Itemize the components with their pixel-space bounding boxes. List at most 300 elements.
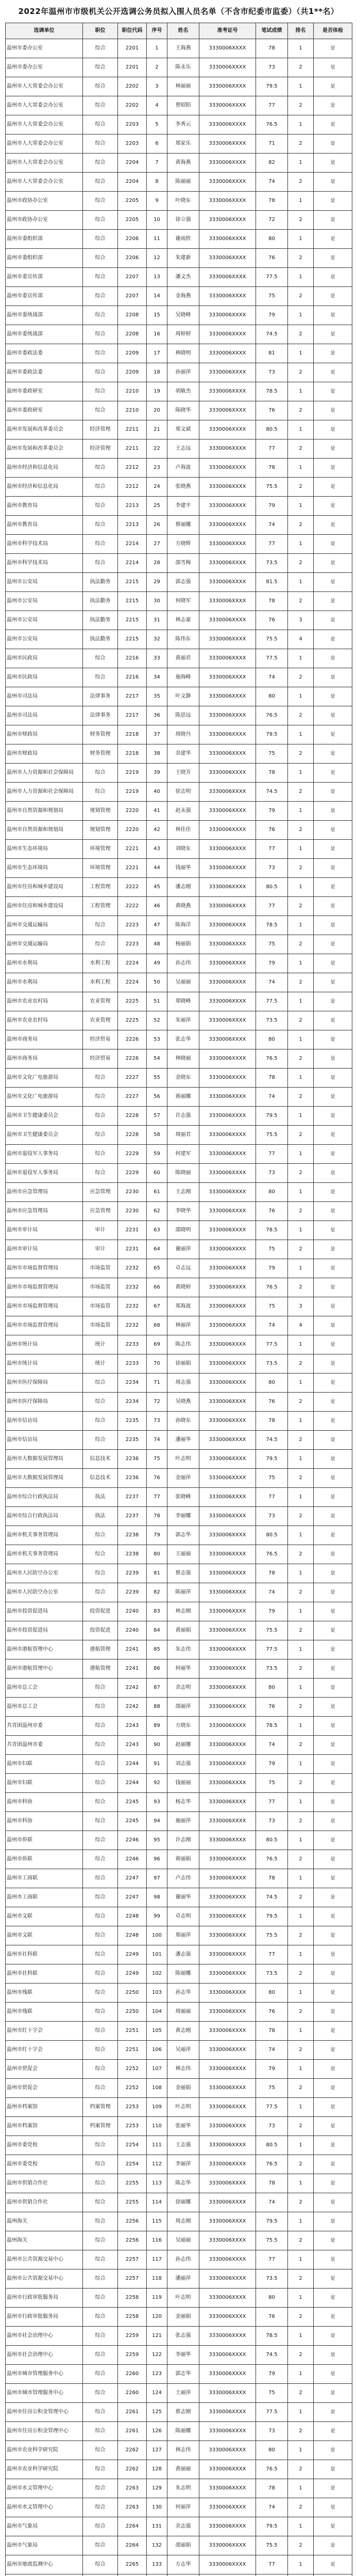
position-cell: 综合	[83, 1850, 118, 1869]
seq-cell: 31	[147, 611, 167, 630]
exam-id-cell: 3330006XXXX	[199, 439, 256, 459]
position-code-cell: 2218	[118, 744, 147, 764]
seq-cell: 33	[147, 649, 167, 668]
position-code-cell: 2233	[118, 1354, 147, 1374]
unit-cell: 温州市文联	[6, 1926, 83, 1945]
score-cell: 80	[256, 1679, 288, 1698]
unit-cell: 温州市供销合作社	[6, 2193, 83, 2212]
position-cell: 综合	[83, 58, 118, 77]
exam-id-cell: 3330006XXXX	[199, 1221, 256, 1240]
table-row	[6, 2022, 352, 2041]
physical-exam-cell: 是	[314, 1183, 352, 1202]
position-cell: 综合	[83, 497, 118, 516]
rank-cell: 1	[288, 764, 314, 783]
name-cell: 金晓东	[167, 1069, 199, 1088]
position-cell: 综合	[83, 2441, 118, 2460]
unit-cell: 温州市机关事务管理局	[6, 1526, 83, 1545]
rank-cell: 1	[288, 649, 314, 668]
position-code-cell: 2257	[118, 2269, 147, 2289]
seq-cell: 10	[147, 211, 167, 230]
unit-cell: 温州市行政审批服务局	[6, 2289, 83, 2308]
position-code-cell: 2227	[118, 1069, 147, 1088]
rank-cell: 1	[288, 1335, 314, 1354]
position-cell: 综合	[83, 1755, 118, 1774]
table-row	[6, 897, 352, 916]
physical-exam-cell: 是	[314, 954, 352, 973]
table-row	[6, 325, 352, 344]
exam-id-cell: 3330006XXXX	[199, 2079, 256, 2098]
unit-cell: 温州市水文管理中心	[6, 2479, 83, 2498]
position-cell: 综合	[83, 2346, 118, 2365]
score-cell: 79.5	[256, 2212, 288, 2231]
seq-cell: 119	[147, 2289, 167, 2308]
physical-exam-cell: 是	[314, 2308, 352, 2327]
position-code-cell: 2247	[118, 1888, 147, 1907]
score-cell: 77.5	[256, 268, 288, 287]
table-row	[6, 1088, 352, 1107]
position-code-cell: 2251	[118, 2022, 147, 2041]
exam-id-cell: 3330006XXXX	[199, 1354, 256, 1374]
unit-cell: 温州市生态环境局	[6, 859, 83, 878]
score-cell: 77	[256, 1945, 288, 1964]
table-row	[6, 1431, 352, 1450]
score-cell: 77.5	[256, 649, 288, 668]
name-cell: 潘丽萍	[167, 2269, 199, 2289]
exam-id-cell: 3330006XXXX	[199, 1069, 256, 1088]
name-cell: 王丽萍	[167, 2384, 199, 2403]
seq-cell: 43	[147, 840, 167, 859]
position-code-cell: 2255	[118, 2174, 147, 2193]
exam-id-cell: 3330006XXXX	[199, 478, 256, 497]
physical-exam-cell: 是	[314, 1259, 352, 1278]
position-code-cell: 2259	[118, 2346, 147, 2365]
seq-cell: 49	[147, 954, 167, 973]
position-cell: 综合	[83, 1126, 118, 1145]
position-code-cell: 2243	[118, 1717, 147, 1736]
name-cell: 潘文杰	[167, 268, 199, 287]
score-cell: 79.5	[256, 1907, 288, 1926]
name-cell: 吴晓峰	[167, 306, 199, 325]
position-cell: 综合	[83, 249, 118, 268]
position-cell: 综合	[83, 344, 118, 363]
unit-cell: 温州市文化广电旅游局	[6, 1088, 83, 1107]
physical-exam-cell: 是	[314, 77, 352, 96]
seq-cell: 90	[147, 1736, 167, 1755]
table-row	[6, 439, 352, 459]
exam-id-cell: 3330006XXXX	[199, 1659, 256, 1679]
rank-cell: 2	[288, 668, 314, 687]
position-cell: 环境管理	[83, 859, 118, 878]
physical-exam-cell: 是	[314, 1088, 352, 1107]
table-row	[6, 134, 352, 154]
rank-cell: 2	[288, 1888, 314, 1907]
score-cell: 75.5	[256, 478, 288, 497]
unit-cell: 温州市住房公积金管理中心	[6, 2422, 83, 2441]
table-row	[6, 1774, 352, 1793]
table-row	[6, 1202, 352, 1221]
name-cell: 吴晓燕	[167, 1393, 199, 1412]
score-cell: 75	[256, 744, 288, 764]
physical-exam-cell: 是	[314, 764, 352, 783]
score-cell: 80	[256, 1183, 288, 1202]
position-cell: 综合	[83, 1679, 118, 1698]
table-row	[6, 2041, 352, 2060]
seq-cell: 8	[147, 173, 167, 192]
table-row	[6, 1469, 352, 1488]
physical-exam-cell: 是	[314, 58, 352, 77]
exam-id-cell: 3330006XXXX	[199, 802, 256, 821]
unit-cell: 温州市公安局	[6, 573, 83, 592]
position-cell: 综合	[83, 2174, 118, 2193]
position-cell: 综合	[83, 2060, 118, 2079]
table-row	[6, 973, 352, 992]
position-code-cell: 2221	[118, 859, 147, 878]
position-cell: 市场监管	[83, 1259, 118, 1278]
exam-id-cell: 3330006XXXX	[199, 249, 256, 268]
score-cell: 80	[256, 2441, 288, 2460]
position-cell: 综合	[83, 1107, 118, 1126]
rank-cell: 2	[288, 1774, 314, 1793]
physical-exam-cell: 是	[314, 382, 352, 401]
seq-cell: 103	[147, 1984, 167, 2003]
position-cell: 综合	[83, 115, 118, 134]
physical-exam-cell: 是	[314, 1240, 352, 1259]
unit-cell: 温州市委宣传部	[6, 268, 83, 287]
rank-cell: 2	[288, 401, 314, 420]
exam-id-cell: 3330006XXXX	[199, 535, 256, 554]
unit-cell: 温州市公安局	[6, 630, 83, 649]
position-code-cell: 2241	[118, 1640, 147, 1659]
position-code-cell: 2217	[118, 706, 147, 725]
position-code-cell: 2248	[118, 1907, 147, 1926]
name-cell: 陈丽娜	[167, 2422, 199, 2441]
position-code-cell: 2229	[118, 1145, 147, 1164]
name-cell: 张晓燕	[167, 478, 199, 497]
exam-id-cell: 3330006XXXX	[199, 1488, 256, 1507]
score-cell: 80	[256, 1374, 288, 1393]
score-cell: 79	[256, 497, 288, 516]
table-row	[6, 1945, 352, 1964]
position-code-header: 职位代码	[118, 23, 147, 39]
seq-cell: 78	[147, 1507, 167, 1526]
position-code-cell: 2231	[118, 1221, 147, 1240]
rank-cell: 2	[288, 2536, 314, 2555]
seq-cell: 74	[147, 1431, 167, 1450]
table-row	[6, 1526, 352, 1545]
name-cell: 谢丽萍	[167, 1240, 199, 1259]
seq-cell: 98	[147, 1888, 167, 1907]
position-cell: 法律事务	[83, 687, 118, 706]
unit-cell: 温州市档案馆	[6, 2117, 83, 2136]
exam-id-cell: 3330006XXXX	[199, 1984, 256, 2003]
score-cell: 78	[256, 592, 288, 611]
exam-id-cell: 3330006XXXX	[199, 211, 256, 230]
rank-cell: 1	[288, 1564, 314, 1583]
name-cell: 陈丽娜	[167, 1964, 199, 1984]
unit-cell: 温州市司法局	[6, 687, 83, 706]
name-cell: 叶文静	[167, 687, 199, 706]
physical-exam-cell: 是	[314, 1202, 352, 1221]
seq-cell: 48	[147, 935, 167, 954]
exam-id-cell: 3330006XXXX	[199, 1869, 256, 1888]
exam-id-cell: 3330006XXXX	[199, 2117, 256, 2136]
position-cell: 综合	[83, 764, 118, 783]
physical-exam-cell: 是	[314, 1393, 352, 1412]
table-row	[6, 1354, 352, 1374]
table-row	[6, 2441, 352, 2460]
score-cell: 79	[256, 1602, 288, 1621]
seq-cell: 87	[147, 1679, 167, 1698]
unit-cell: 温州市市场监督管理局	[6, 1297, 83, 1316]
table-row	[6, 535, 352, 554]
seq-cell: 50	[147, 973, 167, 992]
physical-exam-cell: 是	[314, 1335, 352, 1354]
rank-cell: 4	[288, 630, 314, 649]
score-cell: 76	[256, 1202, 288, 1221]
name-cell: 邵晓明	[167, 1221, 199, 1240]
position-cell: 综合	[83, 668, 118, 687]
score-cell: 77	[256, 840, 288, 859]
name-cell: 孙志伟	[167, 2250, 199, 2269]
unit-cell: 共青团温州市委	[6, 1717, 83, 1736]
table-row	[6, 1736, 352, 1755]
rank-cell: 2	[288, 1202, 314, 1221]
score-cell: 77	[256, 96, 288, 115]
rank-cell: 2	[288, 592, 314, 611]
position-code-cell: 2227	[118, 1088, 147, 1107]
seq-cell: 23	[147, 459, 167, 478]
position-code-cell: 2216	[118, 668, 147, 687]
name-cell: 徐志明	[167, 783, 199, 802]
position-code-cell: 2211	[118, 439, 147, 459]
unit-cell: 温州市信访局	[6, 1431, 83, 1450]
score-cell: 74	[256, 2041, 288, 2060]
unit-cell: 温州市科学技术局	[6, 554, 83, 573]
seq-cell: 62	[147, 1202, 167, 1221]
table-row	[6, 382, 352, 401]
name-cell: 陈丽萍	[167, 1583, 199, 1602]
position-code-cell: 2208	[118, 306, 147, 325]
score-cell: 78	[256, 2479, 288, 2498]
exam-id-cell: 3330006XXXX	[199, 173, 256, 192]
position-cell: 综合	[83, 2289, 118, 2308]
exam-id-cell: 3330006XXXX	[199, 1450, 256, 1469]
score-cell: 76	[256, 1698, 288, 1717]
table-row	[6, 401, 352, 420]
physical-exam-cell: 是	[314, 592, 352, 611]
seq-cell: 107	[147, 2060, 167, 2079]
name-cell: 卢志伟	[167, 1869, 199, 1888]
rank-header: 排名	[288, 23, 314, 39]
exam-id-cell: 3330006XXXX	[199, 2155, 256, 2174]
physical-exam-cell: 是	[314, 1888, 352, 1907]
seq-cell: 47	[147, 916, 167, 935]
table-row	[6, 649, 352, 668]
unit-cell: 温州市市场监督管理局	[6, 1316, 83, 1335]
exam-id-cell: 3330006XXXX	[199, 611, 256, 630]
position-cell: 综合	[83, 401, 118, 420]
position-cell: 水利工程	[83, 954, 118, 973]
table-row	[6, 1717, 352, 1736]
table-row	[6, 1850, 352, 1869]
name-cell: 周志刚	[167, 2212, 199, 2231]
seq-cell: 82	[147, 1583, 167, 1602]
name-cell: 曾昭阳	[167, 96, 199, 115]
name-cell: 方晓东	[167, 1717, 199, 1736]
score-cell: 78	[256, 1869, 288, 1888]
name-cell: 孙志华	[167, 1984, 199, 2003]
score-cell: 74	[256, 2193, 288, 2212]
physical-exam-cell: 是	[314, 1221, 352, 1240]
score-cell: 79	[256, 2060, 288, 2079]
unit-cell: 温州市人大常委会办公室	[6, 154, 83, 173]
table-row	[6, 2289, 352, 2308]
unit-cell: 温州市供销合作社	[6, 2174, 83, 2193]
physical-exam-cell: 是	[314, 1507, 352, 1526]
score-cell: 73.5	[256, 2269, 288, 2289]
rank-cell: 2	[288, 96, 314, 115]
physical-exam-cell: 是	[314, 916, 352, 935]
position-cell: 综合	[83, 1945, 118, 1964]
seq-cell: 59	[147, 1145, 167, 1164]
score-cell: 73.5	[256, 1354, 288, 1374]
seq-cell: 60	[147, 1164, 167, 1183]
table-row	[6, 1164, 352, 1183]
rank-cell: 2	[288, 58, 314, 77]
position-code-cell: 2265	[118, 2555, 147, 2574]
position-code-cell: 2239	[118, 1583, 147, 1602]
rank-cell: 2	[288, 2422, 314, 2441]
table-row	[6, 2060, 352, 2079]
position-code-cell: 2224	[118, 973, 147, 992]
seq-cell: 61	[147, 1183, 167, 1202]
name-cell: 黄晓婷	[167, 1278, 199, 1297]
seq-cell: 128	[147, 2460, 167, 2479]
position-code-cell: 2245	[118, 1793, 147, 1812]
rank-cell: 1	[288, 420, 314, 439]
physical-exam-cell: 是	[314, 2022, 352, 2041]
seq-cell: 71	[147, 1374, 167, 1393]
exam-id-cell: 3330006XXXX	[199, 1049, 256, 1069]
table-row	[6, 363, 352, 382]
name-cell: 黄丽君	[167, 649, 199, 668]
physical-exam-cell: 是	[314, 1354, 352, 1374]
exam-id-cell: 3330006XXXX	[199, 230, 256, 249]
rank-cell: 1	[288, 77, 314, 96]
table-row	[6, 859, 352, 878]
position-cell: 执法勤务	[83, 592, 118, 611]
position-cell: 综合	[83, 2384, 118, 2403]
physical-exam-cell: 是	[314, 1011, 352, 1030]
seq-cell: 36	[147, 706, 167, 725]
page-title: 2022年温州市市级机关公开选调公务员拟入围人员名单（不含市纪委市监委）（共1**名）	[18, 7, 339, 16]
name-cell: 朱志明	[167, 2479, 199, 2498]
unit-cell: 温州市教育局	[6, 516, 83, 535]
score-cell: 74	[256, 173, 288, 192]
table-row	[6, 2403, 352, 2422]
rank-cell: 2	[288, 1164, 314, 1183]
position-cell: 投资促进	[83, 1621, 118, 1640]
unit-cell: 温州市城市管理服务中心	[6, 2384, 83, 2403]
exam-id-cell: 3330006XXXX	[199, 992, 256, 1011]
rank-cell: 1	[288, 2136, 314, 2155]
name-cell: 施丽萍	[167, 1812, 199, 1831]
rank-cell: 2	[288, 1736, 314, 1755]
physical-exam-cell: 是	[314, 2517, 352, 2536]
physical-exam-cell: 是	[314, 1907, 352, 1926]
seq-cell: 65	[147, 1259, 167, 1278]
seq-cell: 26	[147, 516, 167, 535]
seq-cell: 63	[147, 1221, 167, 1240]
physical-exam-cell: 是	[314, 439, 352, 459]
seq-cell: 109	[147, 2098, 167, 2117]
rank-cell: 1	[288, 1107, 314, 1126]
seq-cell: 38	[147, 744, 167, 764]
exam-id-cell: 3330006XXXX	[199, 1774, 256, 1793]
score-cell: 74	[256, 1316, 288, 1335]
table-row	[6, 1297, 352, 1316]
physical-exam-cell: 是	[314, 173, 352, 192]
exam-id-cell: 3330006XXXX	[199, 1259, 256, 1278]
physical-exam-cell: 是	[314, 2098, 352, 2117]
seq-cell: 114	[147, 2193, 167, 2212]
table-row	[6, 2155, 352, 2174]
rank-cell: 2	[288, 287, 314, 306]
table-row	[6, 115, 352, 134]
exam-id-cell: 3330006XXXX	[199, 459, 256, 478]
seq-cell: 100	[147, 1926, 167, 1945]
rank-cell: 1	[288, 1831, 314, 1850]
score-cell: 74	[256, 1088, 288, 1107]
rank-cell: 1	[288, 2441, 314, 2460]
rank-cell: 1	[288, 2327, 314, 2346]
name-cell: 邵雪梅	[167, 554, 199, 573]
seq-cell: 58	[147, 1126, 167, 1145]
name-cell: 叶晓东	[167, 192, 199, 211]
name-cell: 陈志华	[167, 2174, 199, 2193]
table-row	[6, 77, 352, 96]
position-cell	[83, 2574, 118, 2576]
exam-id-cell: 3330006XXXX	[199, 1393, 256, 1412]
seq-cell: 42	[147, 821, 167, 840]
exam-id-cell: 3330006XXXX	[199, 325, 256, 344]
name-cell: 施海峰	[167, 668, 199, 687]
name-cell: 何建军	[167, 1145, 199, 1164]
position-code-cell: 2262	[118, 2441, 147, 2460]
score-cell: 74	[256, 668, 288, 687]
rank-cell: 1	[288, 1602, 314, 1621]
table-row	[6, 1869, 352, 1888]
position-code-cell: 2232	[118, 1259, 147, 1278]
position-cell: 综合	[83, 2041, 118, 2060]
seq-cell: 113	[147, 2174, 167, 2193]
unit-cell: 温州市总工会	[6, 1698, 83, 1717]
position-code-cell: 2232	[118, 1316, 147, 1335]
seq-cell: 30	[147, 592, 167, 611]
exam-id-cell: 3330006XXXX	[199, 2174, 256, 2193]
score-cell: 74.5	[256, 1888, 288, 1907]
exam-id-cell: 3330006XXXX	[199, 1717, 256, 1736]
physical-exam-cell: 是	[314, 1659, 352, 1679]
rank-cell: 1	[288, 2365, 314, 2384]
position-cell: 经济管理	[83, 420, 118, 439]
seq-cell: 106	[147, 2041, 167, 2060]
seq-cell: 40	[147, 783, 167, 802]
name-cell: 陈伟东	[167, 630, 199, 649]
position-cell: 综合	[83, 1717, 118, 1736]
rank-cell: 1	[288, 1717, 314, 1736]
rank-cell: 1	[288, 154, 314, 173]
